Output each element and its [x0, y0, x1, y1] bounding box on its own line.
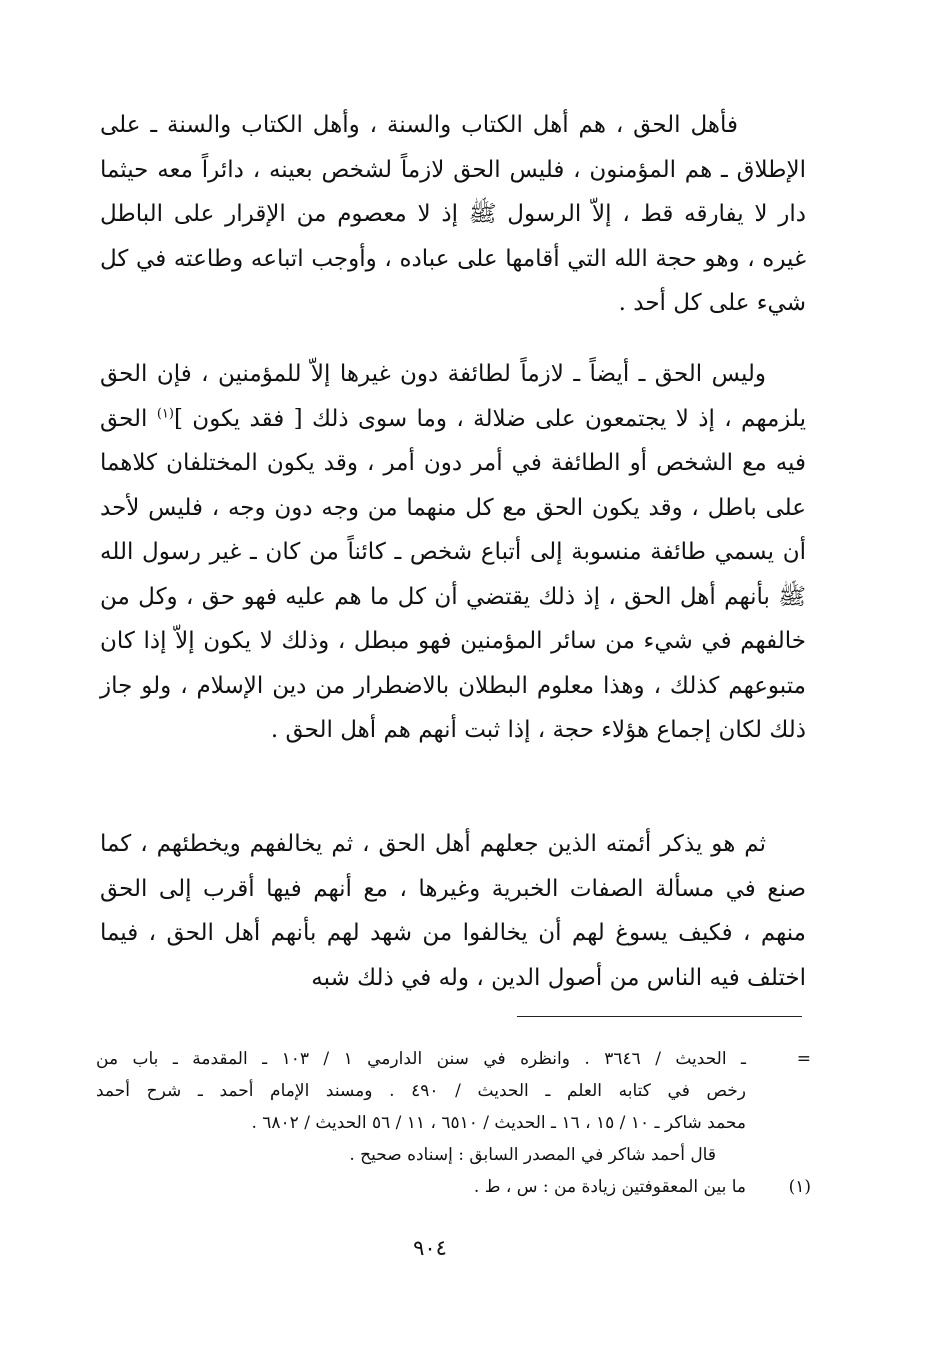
footnote-reference[interactable]: (١): [156, 405, 174, 421]
footnote-separator: [517, 1016, 802, 1017]
footnote-line-row: [96, 1075, 811, 1107]
paragraph-2-part-1: وليس الحق ـ أيضاً ـ لازماً لطائفة دون غيرها إلاّ للمؤمنين ، فإن الحق يلزمهم ، إذ لا يجتمعون على ضلالة ، وما سوى ذلك [ فقد يكون ]: [100, 361, 806, 432]
paragraph-2: [100, 352, 806, 753]
footnote-continued: [96, 1043, 811, 1075]
footnote-text: ما بين المعقوفتين زيادة من : س ، ط .: [473, 1177, 746, 1197]
continuation-marker: =: [796, 1049, 811, 1069]
paragraph-3: ثم هو يذكر أئمته الذين جعلهم أهل الحق ، ثم يخالفهم ويخطئهم ، كما صنع في مسألة الصفات الخبرية وغيرها ، مع أنهم فيها أقرب إلى الحق منهم ، فكيف يسوغ لهم أن يخالفوا من شهد لهم بأنهم أهل الحق ، فيما اختلف فيه الناس من أصول الدين ، وله في ذلك شبه: [100, 831, 806, 991]
paragraph-2-part-2: الحق فيه مع الشخص أو الطائفة في أمر دون أمر ، وقد يكون المختلفان كلاهما على باطل ، وقد يكون الحق مع كل منهما من وجه دون وجه ، فليس لأحد أن يسمي طائفة منسوبة إلى أتباع شخص ـ كائناً من كان ـ غير رسول الله ﷺ بأنهم أهل الحق ، إذ ذلك يقتضي أن كل ما هم عليه فهو حق ، وكل من خالفهم في شيء من سائر المؤمنين فهو مبطل ، وذلك لا يكون إلاّ إذا كان متبوعهم كذلك ، وهذا معلوم البطلان بالاضطرار من دين الإسلام ، ولو جاز ذلك لكان إجماع هؤلاء حجة ، إذا ثبت أنهم هم أهل الحق .: [100, 405, 807, 743]
page-number: ٩٠٤: [413, 1236, 447, 1260]
footnote-line: ـ الحديث / ٣٦٤٦ . وانظره في سنن الدارمي ١ / ١٠٣ ـ المقدمة ـ باب من: [96, 1049, 746, 1069]
footnote-line-row: [96, 1107, 811, 1139]
footnote-1: [96, 1171, 811, 1203]
footnote-line: محمد شاكر ـ ١٠ / ١٥ ، ١٦ ـ الحديث / ٦٥١٠ ، ١١ / ٥٦ الحديث / ٦٨٠٢ .: [251, 1113, 746, 1133]
footnotes: [96, 1043, 811, 1203]
footnote-quote: قال أحمد شاكر في المصدر السابق : إسناده صحيح .: [349, 1145, 716, 1165]
footnote-line-row: [96, 1139, 811, 1171]
footnote-line: رخص في كتابه العلم ـ الحديث / ٤٩٠ . ومسند الإمام أحمد ـ شرح أحمد: [96, 1081, 746, 1101]
footnote-number: (١): [788, 1177, 811, 1197]
paragraph-1: فأهل الحق ، هم أهل الكتاب والسنة ، وأهل الكتاب والسنة ـ على الإطلاق ـ هم المؤمنون ، فليس الحق لازماً لشخص بعينه ، دائراً معه حيثما دار لا يفارقه قط ، إلاّ الرسول ﷺ إذ لا معصوم من الإقرار على الباطل غيره ، وهو حجة الله التي أقامها على عباده ، وأوجب اتباعه وطاعته في كل شيء على كل أحد .: [100, 112, 806, 316]
